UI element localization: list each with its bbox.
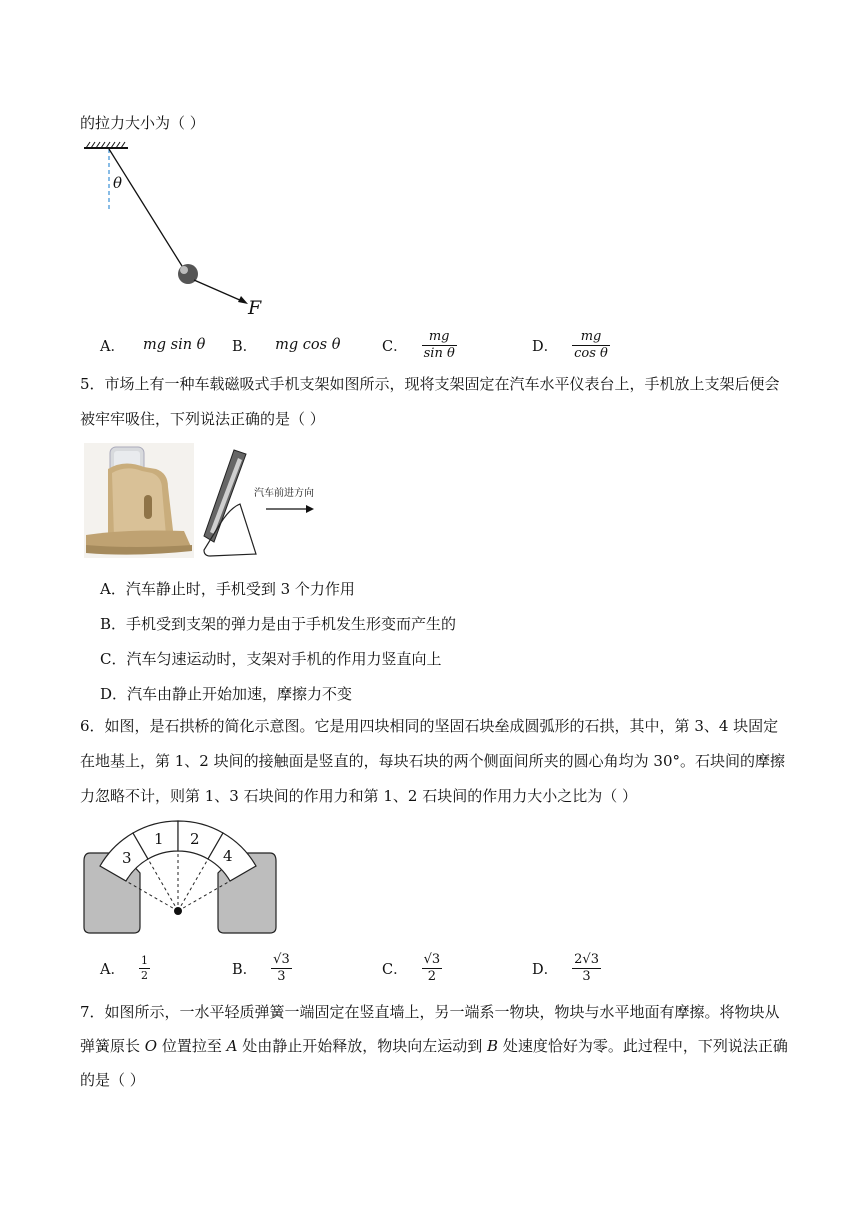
q5-option-b[interactable]: B．手机受到支架的弹力是由于手机发生形变而产生的 xyxy=(100,615,457,633)
q4-option-c[interactable]: C． $\frac{mg}{\text{sin θ}}$ xyxy=(382,328,455,361)
theta-label: θ xyxy=(113,174,123,192)
q4-options xyxy=(100,325,660,365)
q7-stem-line2: 弹簧原长 O 位置拉至 A 处由静止开始释放，物块向左运动到 B 处速度恰好为零。此过程中，下列说法正确 xyxy=(80,1037,788,1055)
fraction: $\frac{mg}{\text{cos θ}}$ xyxy=(574,328,608,361)
q4-option-d[interactable]: D． $\frac{mg}{\text{cos θ}}$ xyxy=(532,328,608,361)
q5-stem-line1: 5．市场上有一种车载磁吸式手机支架如图所示，现将支架固定在汽车水平仪表台上，手机放上支架后便会 xyxy=(80,375,780,393)
q6-option-d[interactable]: D． $\frac{2√3}{3}$ xyxy=(532,951,599,984)
block-1-label: 1 xyxy=(154,830,164,848)
stone-arch-figure xyxy=(78,815,282,940)
fraction: $\frac{mg}{\text{sin θ}}$ xyxy=(423,328,455,361)
block-4-label: 4 xyxy=(223,847,233,865)
q6-options xyxy=(100,948,660,988)
fraction: $\frac{2√3}{3}$ xyxy=(574,951,599,984)
q4-stem-tail: 的拉力大小为（ ） xyxy=(80,114,205,132)
block-3-label: 3 xyxy=(122,849,132,867)
direction-label: 汽车前进方向 xyxy=(254,488,314,499)
pendulum-figure xyxy=(78,140,278,320)
q5-option-c[interactable]: C．汽车匀速运动时，支架对手机的作用力竖直向上 xyxy=(100,650,442,668)
q5-stem-line2: 被牢牢吸住，下列说法正确的是（ ） xyxy=(80,410,325,428)
q6-stem-line2: 在地基上，第 1、2 块间的接触面是竖直的，每块石块的两个侧面间所夹的圆心角均为 30°。石块间的摩擦 xyxy=(80,752,785,770)
q7-stem-line3: 的是（ ） xyxy=(80,1071,145,1089)
q5-option-d[interactable]: D．汽车由静止开始加速，摩擦力不变 xyxy=(100,685,353,703)
q4-option-b[interactable]: B． mg cos θ xyxy=(232,337,341,355)
q6-option-c[interactable]: C． $\frac{√3}{2}$ xyxy=(382,951,441,984)
block-2-label: 2 xyxy=(190,830,200,848)
q7-stem-line1: 7．如图所示，一水平轻质弹簧一端固定在竖直墙上，另一端系一物块，物块与水平地面有摩擦。将物块从 xyxy=(80,1003,780,1021)
fraction: $\frac{√3}{3}$ xyxy=(273,951,290,984)
q5-option-a[interactable]: A．汽车静止时，手机受到 3 个力作用 xyxy=(100,580,355,598)
q6-stem-line3: 力忽略不计，则第 1、3 石块间的作用力和第 1、2 石块间的作用力大小之比为（ ） xyxy=(80,787,638,805)
fraction: $\frac{1}{2}$ xyxy=(140,953,148,982)
fraction: $\frac{√3}{2}$ xyxy=(423,951,441,984)
q6-stem-line1: 6．如图，是石拱桥的简化示意图。它是用四块相同的坚固石块垒成圆弧形的石拱，其中，第 3、4 块固定 xyxy=(80,717,779,735)
phone-holder-photo xyxy=(84,443,194,558)
q4-option-a[interactable]: A． mg sin θ xyxy=(100,337,206,355)
force-label: F xyxy=(248,297,262,319)
q6-option-a[interactable]: A． $\frac{1}{2}$ xyxy=(100,953,148,982)
phone-holder-diagram xyxy=(196,446,336,562)
q6-option-b[interactable]: B． $\frac{√3}{3}$ xyxy=(232,951,290,984)
